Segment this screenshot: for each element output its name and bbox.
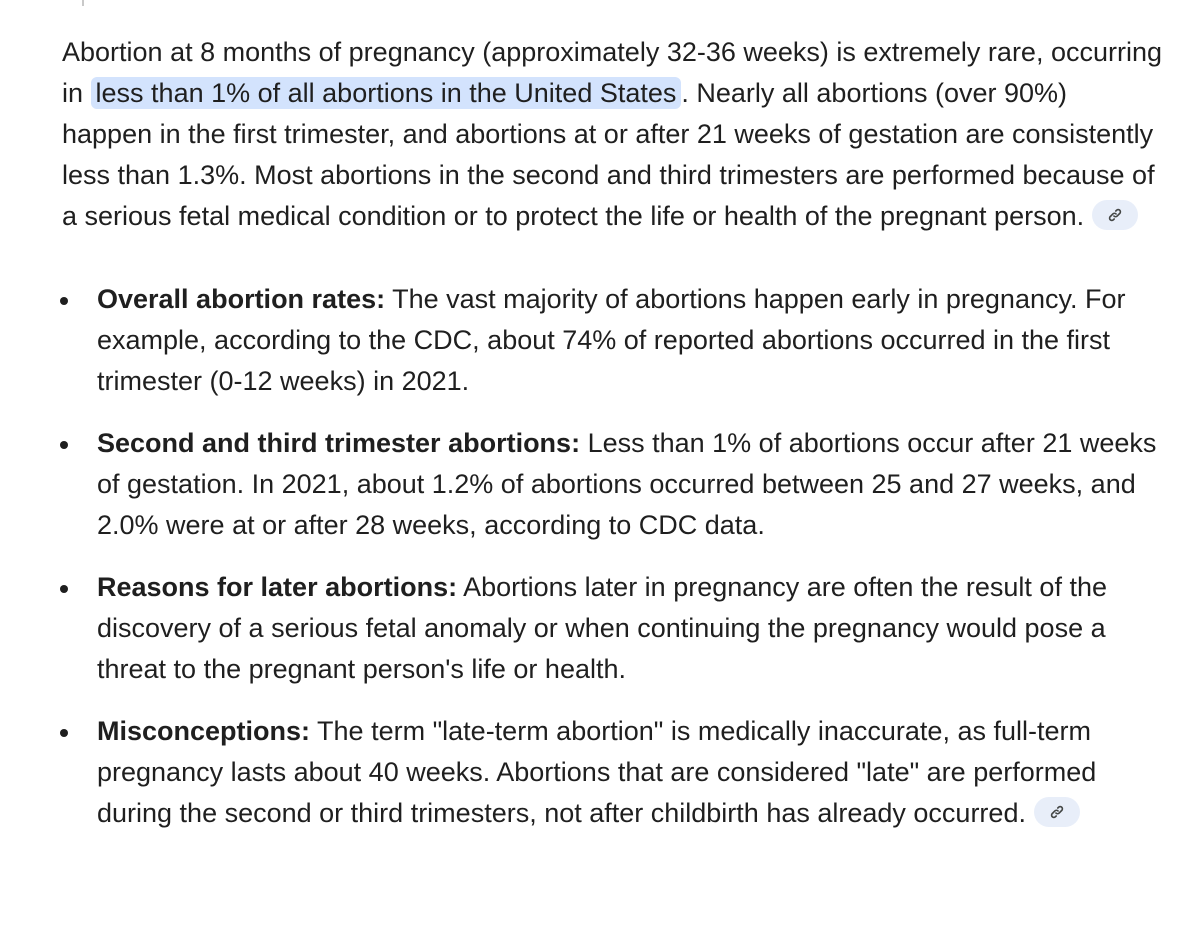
point-text: The term "late-term abortion" is medically inaccurate, as full-term pregnancy lasts about 40 weeks. Abortions that are considered "late" are performed during the second or third trimesters, not after childbirth has already occurred. [97,716,1097,828]
source-link-button[interactable] [1092,200,1138,230]
list-item [62,567,1162,690]
intro-text-before: Abortion at 8 months of pregnancy (approximately 32-36 weeks) is extremely rare, occurring in [62,37,1162,108]
intro-text-after: . Nearly all abortions (over 90%) happen in the first trimester, and abortions at or after 21 weeks of gestation are consistently less than 1.3%. Most abortions in the second and third trimesters are performed because of a serious fetal medical condition or to protect the life or health of the pregnant person. [62,78,1155,231]
point-title: Overall abortion rates: [97,284,386,314]
bullet-dot [60,441,68,449]
source-link-button[interactable] [1034,797,1080,827]
ai-answer [62,32,1162,855]
point-title: Reasons for later abortions: [97,572,458,602]
list-item [62,279,1162,402]
bullet-dot [60,729,68,737]
key-points-list [62,279,1162,834]
point-text: Less than 1% of abortions occur after 21 weeks of gestation. In 2021, about 1.2% of abortions occurred between 25 and 27 weeks, and 2.0% were at or after 28 weeks, according to CDC data. [97,428,1157,540]
list-item [62,711,1162,834]
divider-tick [82,0,84,6]
list-item [62,423,1162,546]
highlighted-claim[interactable]: less than 1% of all abortions in the United States [91,77,682,109]
point-title: Misconceptions: [97,716,311,746]
point-text: The vast majority of abortions happen early in pregnancy. For example, according to the CDC, about 74% of reported abortions occurred in the first trimester (0-12 weeks) in 2021. [97,284,1126,396]
bullet-dot [60,585,68,593]
point-text: Abortions later in pregnancy are often the result of the discovery of a serious fetal anomaly or when continuing the pregnancy would pose a threat to the pregnant person's life or health. [97,572,1107,684]
link-icon [1048,803,1066,821]
point-title: Second and third trimester abortions: [97,428,581,458]
bullet-dot [60,297,68,305]
intro-paragraph [62,32,1162,237]
link-icon [1106,206,1124,224]
